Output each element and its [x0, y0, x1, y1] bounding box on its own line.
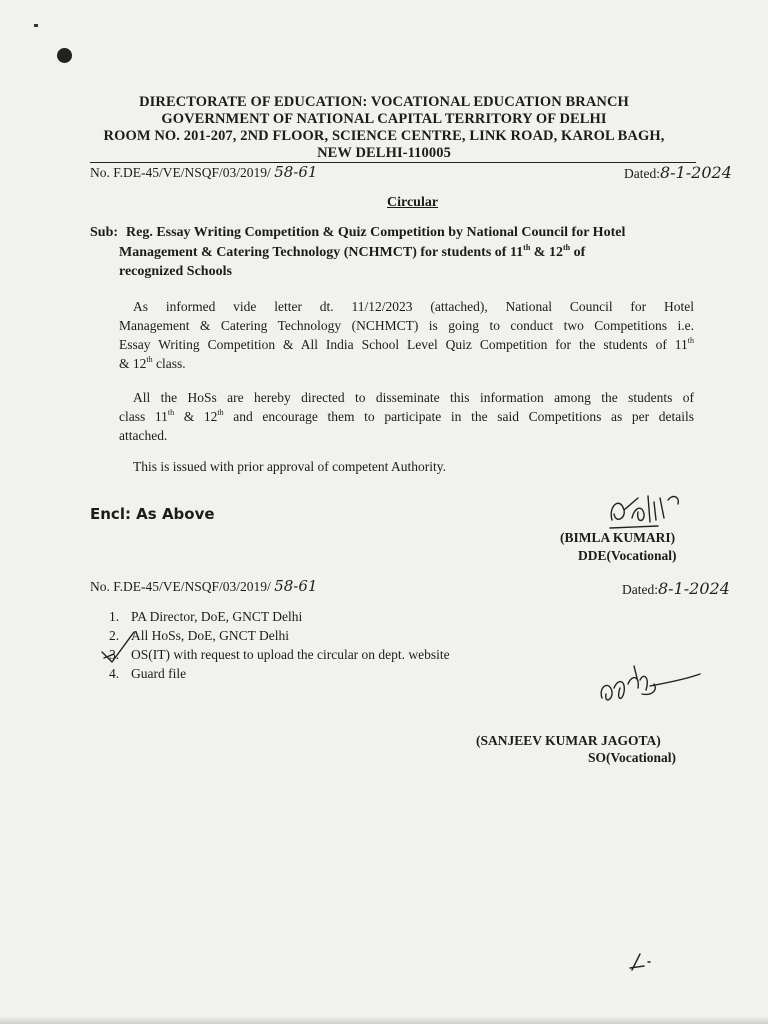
reference-number-2: [90, 577, 317, 595]
paragraph-1-sup-1: th: [687, 336, 694, 345]
paragraph-3: This is issued with prior approval of competent Authority.: [133, 459, 446, 474]
subject-line-2c: of: [570, 245, 586, 260]
paragraph-2-line-2c: and encourage them to participate in the said Competitions as per details: [223, 409, 694, 424]
paragraph-2-sup-1: th: [167, 408, 175, 417]
paragraph-1-sup-2: th: [146, 355, 153, 364]
dated-2: [622, 579, 730, 598]
list-item-text: Guard file: [131, 666, 187, 681]
list-item: [109, 628, 450, 647]
paragraph-2-sup-2: th: [217, 408, 224, 417]
handwritten-initial-mark: [628, 950, 656, 974]
paragraph-1-line-3: [119, 335, 694, 354]
list-item: [109, 647, 450, 666]
reference-number: [90, 163, 317, 181]
subject-sup-2: th: [562, 243, 571, 252]
list-item-text: PA Director, DoE, GNCT Delhi: [131, 609, 303, 624]
punch-hole-mark: [57, 48, 72, 63]
list-item-number: 3.: [109, 647, 120, 662]
paragraph-2-line-2: [119, 407, 694, 426]
signatory-1-name: (BIMLA KUMARI): [560, 530, 676, 545]
paragraph-1-line-4a: & 12: [119, 356, 147, 371]
paragraph-2-line-3: attached.: [119, 428, 168, 443]
reference-number-2-text: No. F.DE-45/VE/NSQF/03/2019/: [90, 579, 271, 594]
paragraph-1-line-4: [119, 354, 694, 373]
scan-speck: [34, 24, 38, 27]
enclosure-note: Encl: As Above: [90, 505, 215, 523]
subject-line-2b: & 12: [530, 245, 563, 260]
paragraph-1-line-4b: class.: [152, 356, 186, 371]
header-line-3: ROOM NO. 201-207, 2ND FLOOR, SCIENCE CENTRE, LINK ROAD, KAROL BAGH,: [103, 128, 665, 144]
paragraph-1-line-3a: Essay Writing Competition & All India School Level Quiz Competition for the students of 11: [119, 337, 688, 352]
dated-label: Dated:: [624, 166, 660, 181]
signatory-2-designation: SO(Vocational): [588, 750, 677, 765]
list-item-text: All HoSs, DoE, GNCT Delhi: [131, 628, 290, 643]
paragraph-2-line-1: All the HoSs are hereby directed to disseminate this information among the students of: [133, 390, 694, 405]
circular-title: Circular: [387, 195, 439, 210]
dated-handwritten: 8-1-2024: [660, 163, 732, 182]
list-item: [109, 666, 450, 685]
header-line-4: NEW DELHI-110005: [317, 145, 451, 161]
paragraph-2-line-2b: & 12: [174, 409, 218, 424]
list-item: [109, 609, 450, 628]
list-item-text: OS(IT) with request to upload the circular on dept. website: [131, 647, 450, 662]
distribution-list: [109, 609, 450, 685]
header-line-1: DIRECTORATE OF EDUCATION: VOCATIONAL EDUCATION BRANCH: [139, 94, 629, 110]
reference-number-text: No. F.DE-45/VE/NSQF/03/2019/: [90, 165, 271, 180]
signatory-1-designation: DDE(Vocational): [578, 548, 677, 563]
paragraph-1-line-2: Management & Catering Technology (NCHMCT) is going to conduct two Competitions i.e.: [119, 318, 694, 333]
reference-number-handwritten: 58-61: [274, 163, 318, 181]
tick-mark-icon: [100, 628, 140, 666]
dated: [624, 163, 732, 182]
list-item-number: 4.: [109, 666, 120, 681]
header-line-2: GOVERNMENT OF NATIONAL CAPITAL TERRITORY OF DELHI: [161, 111, 607, 127]
signatory-2-name: (SANJEEV KUMAR JAGOTA): [476, 733, 661, 748]
list-item-number: 1.: [109, 609, 120, 624]
reference-number-2-handwritten: 58-61: [274, 577, 318, 595]
paragraph-1: [119, 297, 694, 373]
signature-sanjeev-kumar-jagota: [594, 660, 704, 720]
subject-line-1: Reg. Essay Writing Competition & Quiz Competition by National Council for Hotel: [126, 225, 626, 240]
list-item-number: 2.: [109, 628, 120, 643]
paragraph-2: [119, 388, 694, 445]
dated-2-handwritten: 8-1-2024: [658, 579, 730, 598]
subject-prefix: Sub:: [90, 225, 119, 240]
subject-line-3: recognized Schools: [119, 264, 232, 279]
subject-sup-1: th: [523, 243, 531, 252]
dated-2-label: Dated:: [622, 582, 658, 597]
subject-line-2a: Management & Catering Technology (NCHMCT) for students of 11: [119, 245, 524, 260]
paragraph-1-line-1: As informed vide letter dt. 11/12/2023 (attached), National Council for Hotel: [133, 299, 694, 314]
page-bottom-edge: [0, 1016, 768, 1024]
subject-line-2: [119, 245, 585, 261]
paragraph-2-line-2a: class 11: [119, 409, 168, 424]
